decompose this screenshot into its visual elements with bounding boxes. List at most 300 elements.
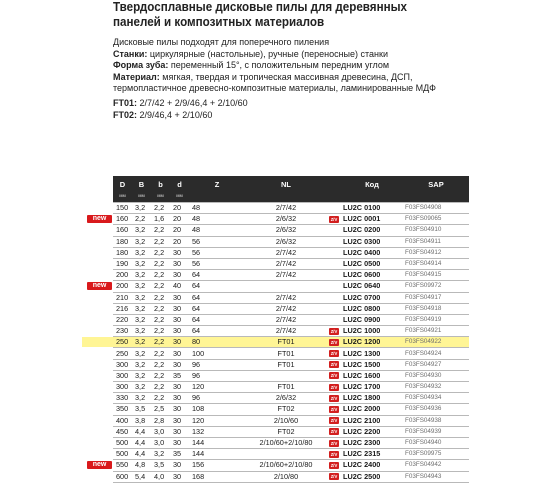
table-units-row bbox=[113, 192, 469, 203]
ft02-value: 2/9/46,4 + 2/10/60 bbox=[137, 109, 213, 120]
cell-diameter: 230 bbox=[113, 326, 132, 337]
table-row bbox=[113, 247, 469, 258]
cell-code: LU2C 2315 bbox=[341, 449, 403, 460]
cell-code: LU2C 2000 bbox=[341, 404, 403, 415]
cell-body-width: 2,2 bbox=[151, 270, 170, 281]
cell-zv-badge bbox=[327, 337, 341, 348]
cell-kerf-width: 3,2 bbox=[132, 382, 151, 393]
cell-body-width: 2,2 bbox=[151, 393, 170, 404]
table-row bbox=[113, 281, 469, 292]
table-row bbox=[113, 258, 469, 269]
cell-pinholes: 2/7/42 bbox=[245, 303, 327, 314]
cell-zv-badge bbox=[327, 214, 341, 225]
table-header-row bbox=[113, 176, 469, 192]
cell-sap: F03FS04910 bbox=[403, 225, 469, 236]
cell-teeth: 64 bbox=[189, 292, 245, 303]
cell-diameter: 250 bbox=[113, 337, 132, 348]
table-row bbox=[113, 426, 469, 437]
col-header-z: Z bbox=[189, 176, 245, 192]
cell-zv-badge bbox=[327, 437, 341, 448]
cell-pinholes: 2/7/42 bbox=[245, 314, 327, 325]
cell-sap: F03FS04914 bbox=[403, 258, 469, 269]
cell-pinholes: 2/7/42 bbox=[245, 292, 327, 303]
cell-bore: 20 bbox=[170, 225, 189, 236]
cell-diameter: 300 bbox=[113, 370, 132, 381]
zv-badge-icon: Z/V bbox=[330, 362, 338, 368]
cell-pinholes: 2/7/42 bbox=[245, 247, 327, 258]
cell-zv-badge bbox=[327, 471, 341, 482]
col-header-badge bbox=[327, 176, 341, 192]
machines-label: Станки: bbox=[113, 48, 148, 59]
cell-pinholes: 2/7/42 bbox=[245, 270, 327, 281]
table-row bbox=[113, 415, 469, 426]
description-line: Дисковые пилы подходят для поперечного пиления bbox=[113, 37, 330, 47]
zv-badge-icon: Z/V bbox=[330, 451, 338, 457]
cell-body-width: 2,8 bbox=[151, 415, 170, 426]
spec-table bbox=[113, 176, 469, 483]
cell-bore: 20 bbox=[170, 214, 189, 225]
zv-badge-icon: Z/V bbox=[330, 351, 338, 357]
cell-bore: 30 bbox=[170, 337, 189, 348]
table-row bbox=[113, 337, 469, 348]
cell-sap: F03FS04911 bbox=[403, 236, 469, 247]
cell-teeth: 64 bbox=[189, 314, 245, 325]
cell-teeth: 56 bbox=[189, 258, 245, 269]
cell-teeth: 56 bbox=[189, 236, 245, 247]
cell-bore: 30 bbox=[170, 415, 189, 426]
table-row bbox=[113, 460, 469, 471]
table-row bbox=[113, 236, 469, 247]
cell-kerf-width: 3,2 bbox=[132, 370, 151, 381]
cell-body-width: 3,5 bbox=[151, 460, 170, 471]
cell-teeth: 156 bbox=[189, 460, 245, 471]
cell-zv-badge bbox=[327, 460, 341, 471]
table-row bbox=[113, 292, 469, 303]
cell-sap: F03FS04932 bbox=[403, 382, 469, 393]
cell-sap: F03FS04927 bbox=[403, 359, 469, 370]
material-value: мягкая, твердая и тропическая массивная древесина, ДСП, термопластичное древесно-композитные материалы, ламинированные МДФ bbox=[113, 71, 436, 94]
cell-kerf-width: 4,4 bbox=[132, 437, 151, 448]
cell-body-width: 1,6 bbox=[151, 214, 170, 225]
cell-sap: F03FS04917 bbox=[403, 292, 469, 303]
table-row bbox=[113, 359, 469, 370]
cell-pinholes: FT01 bbox=[245, 348, 327, 359]
tooth-value: переменный 15°, с положительным передним углом bbox=[168, 60, 390, 71]
cell-sap: F03FS04936 bbox=[403, 404, 469, 415]
cell-bore: 30 bbox=[170, 258, 189, 269]
zv-badge-icon: Z/V bbox=[330, 429, 338, 435]
cell-diameter: 450 bbox=[113, 426, 132, 437]
cell-sap: F03FS09065 bbox=[403, 214, 469, 225]
new-badge: new bbox=[87, 282, 112, 290]
cell-bore: 30 bbox=[170, 326, 189, 337]
cell-sap: F03FS04940 bbox=[403, 437, 469, 448]
cell-pinholes: FT01 bbox=[245, 337, 327, 348]
cell-diameter: 180 bbox=[113, 236, 132, 247]
cell-zv-badge bbox=[327, 326, 341, 337]
new-badge: new bbox=[87, 215, 112, 223]
table-row bbox=[113, 449, 469, 460]
cell-kerf-width: 3,2 bbox=[132, 258, 151, 269]
cell-zv-badge bbox=[327, 314, 341, 325]
cell-kerf-width: 3,2 bbox=[132, 236, 151, 247]
cell-code: LU2C 1300 bbox=[341, 348, 403, 359]
cell-code: LU2C 2300 bbox=[341, 437, 403, 448]
cell-code: LU2C 0001 bbox=[341, 214, 403, 225]
cell-sap: F03FS04922 bbox=[403, 337, 469, 348]
cell-diameter: 180 bbox=[113, 247, 132, 258]
cell-zv-badge bbox=[327, 270, 341, 281]
cell-bore: 20 bbox=[170, 236, 189, 247]
cell-code: LU2C 1500 bbox=[341, 359, 403, 370]
cell-diameter: 190 bbox=[113, 258, 132, 269]
cell-zv-badge bbox=[327, 203, 341, 214]
cell-body-width: 2,5 bbox=[151, 404, 170, 415]
cell-teeth: 64 bbox=[189, 270, 245, 281]
cell-diameter: 210 bbox=[113, 292, 132, 303]
cell-kerf-width: 3,2 bbox=[132, 393, 151, 404]
formula-block bbox=[113, 98, 413, 121]
cell-zv-badge bbox=[327, 258, 341, 269]
cell-pinholes: 2/6/32 bbox=[245, 236, 327, 247]
cell-zv-badge bbox=[327, 236, 341, 247]
cell-code: LU2C 0700 bbox=[341, 292, 403, 303]
cell-teeth: 48 bbox=[189, 225, 245, 236]
cell-code: LU2C 2100 bbox=[341, 415, 403, 426]
cell-teeth: 100 bbox=[189, 348, 245, 359]
cell-pinholes: 2/10/60+2/10/80 bbox=[245, 437, 327, 448]
ft01-line bbox=[113, 98, 413, 110]
cell-kerf-width: 4,4 bbox=[132, 449, 151, 460]
cell-diameter: 160 bbox=[113, 225, 132, 236]
cell-body-width: 2,2 bbox=[151, 236, 170, 247]
cell-diameter: 400 bbox=[113, 415, 132, 426]
col-header-d-bore: d bbox=[170, 176, 189, 192]
cell-kerf-width: 5,4 bbox=[132, 471, 151, 482]
cell-teeth: 80 bbox=[189, 337, 245, 348]
cell-bore: 20 bbox=[170, 203, 189, 214]
cell-sap: F03FS04930 bbox=[403, 370, 469, 381]
cell-zv-badge bbox=[327, 292, 341, 303]
cell-code: LU2C 0800 bbox=[341, 303, 403, 314]
unit-code bbox=[341, 192, 403, 203]
zv-badge-icon: Z/V bbox=[330, 462, 338, 468]
zv-badge-icon: Z/V bbox=[330, 384, 338, 390]
cell-bore: 30 bbox=[170, 471, 189, 482]
table-row bbox=[113, 225, 469, 236]
cell-body-width: 3,0 bbox=[151, 437, 170, 448]
col-header-sap: SAP bbox=[403, 176, 469, 192]
cell-bore: 30 bbox=[170, 348, 189, 359]
cell-code: LU2C 2400 bbox=[341, 460, 403, 471]
cell-pinholes: FT02 bbox=[245, 404, 327, 415]
cell-diameter: 250 bbox=[113, 348, 132, 359]
cell-teeth: 120 bbox=[189, 415, 245, 426]
cell-kerf-width: 3,2 bbox=[132, 314, 151, 325]
cell-sap: F03FS04938 bbox=[403, 415, 469, 426]
col-header-b-upper: B bbox=[132, 176, 151, 192]
cell-pinholes: 2/6/32 bbox=[245, 393, 327, 404]
cell-teeth: 144 bbox=[189, 449, 245, 460]
cell-teeth: 120 bbox=[189, 382, 245, 393]
cell-zv-badge bbox=[327, 303, 341, 314]
cell-bore: 30 bbox=[170, 404, 189, 415]
cell-pinholes: 2/6/32 bbox=[245, 225, 327, 236]
cell-code: LU2C 2500 bbox=[341, 471, 403, 482]
cell-kerf-width: 3,5 bbox=[132, 404, 151, 415]
cell-bore: 30 bbox=[170, 426, 189, 437]
cell-kerf-width: 4,4 bbox=[132, 426, 151, 437]
table-row bbox=[113, 382, 469, 393]
material-label: Материал: bbox=[113, 71, 160, 82]
cell-teeth: 64 bbox=[189, 303, 245, 314]
cell-sap: F03FS04915 bbox=[403, 270, 469, 281]
table-body bbox=[113, 203, 469, 483]
cell-teeth: 56 bbox=[189, 247, 245, 258]
zv-badge-icon: Z/V bbox=[330, 418, 338, 424]
cell-kerf-width: 3,2 bbox=[132, 348, 151, 359]
cell-body-width: 2,2 bbox=[151, 303, 170, 314]
cell-diameter: 600 bbox=[113, 471, 132, 482]
cell-kerf-width: 3,2 bbox=[132, 359, 151, 370]
zv-badge-icon: Z/V bbox=[330, 328, 338, 334]
cell-bore: 30 bbox=[170, 359, 189, 370]
unit-sap bbox=[403, 192, 469, 203]
cell-kerf-width: 3,2 bbox=[132, 326, 151, 337]
cell-code: LU2C 0640 bbox=[341, 281, 403, 292]
cell-code: LU2C 0600 bbox=[341, 270, 403, 281]
cell-pinholes bbox=[245, 281, 327, 292]
cell-kerf-width: 3,2 bbox=[132, 281, 151, 292]
cell-code: LU2C 1800 bbox=[341, 393, 403, 404]
col-header-code: Код bbox=[341, 176, 403, 192]
cell-kerf-width: 3,2 bbox=[132, 270, 151, 281]
cell-code: LU2C 1200 bbox=[341, 337, 403, 348]
table-row bbox=[113, 303, 469, 314]
table-row bbox=[113, 270, 469, 281]
table-row bbox=[113, 214, 469, 225]
col-header-nl: NL bbox=[245, 176, 327, 192]
cell-body-width: 2,2 bbox=[151, 326, 170, 337]
unit-badge bbox=[327, 192, 341, 203]
cell-diameter: 216 bbox=[113, 303, 132, 314]
table-row bbox=[113, 404, 469, 415]
page-title: Твердосплавные дисковые пилы для деревянных панелей и композитных материалов bbox=[113, 0, 408, 29]
cell-body-width: 2,2 bbox=[151, 292, 170, 303]
cell-bore: 40 bbox=[170, 281, 189, 292]
cell-diameter: 160 bbox=[113, 214, 132, 225]
cell-body-width: 2,2 bbox=[151, 281, 170, 292]
cell-body-width: 2,2 bbox=[151, 225, 170, 236]
cell-diameter: 350 bbox=[113, 404, 132, 415]
zv-badge-icon: Z/V bbox=[330, 474, 338, 480]
cell-zv-badge bbox=[327, 247, 341, 258]
cell-teeth: 96 bbox=[189, 393, 245, 404]
cell-sap: F03FS04912 bbox=[403, 247, 469, 258]
cell-kerf-width: 3,2 bbox=[132, 292, 151, 303]
cell-diameter: 300 bbox=[113, 382, 132, 393]
zv-badge-icon: Z/V bbox=[330, 216, 338, 222]
cell-teeth: 48 bbox=[189, 214, 245, 225]
cell-code: LU2C 0400 bbox=[341, 247, 403, 258]
cell-bore: 30 bbox=[170, 314, 189, 325]
cell-sap: F03FS04942 bbox=[403, 460, 469, 471]
cell-code: LU2C 0500 bbox=[341, 258, 403, 269]
cell-pinholes: 2/7/42 bbox=[245, 258, 327, 269]
cell-kerf-width: 3,2 bbox=[132, 303, 151, 314]
cell-pinholes: FT01 bbox=[245, 382, 327, 393]
cell-zv-badge bbox=[327, 404, 341, 415]
cell-teeth: 168 bbox=[189, 471, 245, 482]
cell-sap: F03FS04921 bbox=[403, 326, 469, 337]
cell-sap: F03FS04943 bbox=[403, 471, 469, 482]
cell-code: LU2C 1000 bbox=[341, 326, 403, 337]
cell-zv-badge bbox=[327, 382, 341, 393]
cell-kerf-width: 3,2 bbox=[132, 337, 151, 348]
cell-body-width: 2,2 bbox=[151, 203, 170, 214]
unit-nl bbox=[245, 192, 327, 203]
cell-sap: F03FS04934 bbox=[403, 393, 469, 404]
cell-kerf-width: 3,2 bbox=[132, 247, 151, 258]
cell-kerf-width: 3,2 bbox=[132, 203, 151, 214]
table-row bbox=[113, 348, 469, 359]
zv-badge-icon: Z/V bbox=[330, 373, 338, 379]
cell-bore: 30 bbox=[170, 292, 189, 303]
tooth-line bbox=[113, 60, 453, 72]
ft02-label: FT02: bbox=[113, 109, 138, 120]
cell-zv-badge bbox=[327, 225, 341, 236]
unit-b-upper: мм bbox=[132, 192, 151, 203]
cell-pinholes: 2/7/42 bbox=[245, 203, 327, 214]
cell-zv-badge bbox=[327, 426, 341, 437]
description-block bbox=[113, 37, 453, 95]
cell-pinholes: 2/10/80 bbox=[245, 471, 327, 482]
cell-kerf-width: 2,2 bbox=[132, 214, 151, 225]
new-badge: new bbox=[87, 461, 112, 469]
zv-badge-icon: Z/V bbox=[330, 407, 338, 413]
cell-teeth: 96 bbox=[189, 370, 245, 381]
cell-zv-badge bbox=[327, 415, 341, 426]
cell-diameter: 200 bbox=[113, 270, 132, 281]
table-row bbox=[113, 203, 469, 214]
cell-zv-badge bbox=[327, 281, 341, 292]
cell-teeth: 64 bbox=[189, 326, 245, 337]
unit-z bbox=[189, 192, 245, 203]
zv-badge-icon: Z/V bbox=[330, 440, 338, 446]
cell-body-width: 3,0 bbox=[151, 426, 170, 437]
cell-bore: 30 bbox=[170, 303, 189, 314]
cell-pinholes bbox=[245, 449, 327, 460]
cell-bore: 30 bbox=[170, 437, 189, 448]
cell-pinholes: 2/10/60+2/10/80 bbox=[245, 460, 327, 471]
cell-body-width: 2,2 bbox=[151, 370, 170, 381]
cell-pinholes: 2/6/32 bbox=[245, 214, 327, 225]
cell-diameter: 330 bbox=[113, 393, 132, 404]
cell-zv-badge bbox=[327, 348, 341, 359]
cell-sap: F03FS04919 bbox=[403, 314, 469, 325]
col-header-d: D bbox=[113, 176, 132, 192]
cell-body-width: 2,2 bbox=[151, 359, 170, 370]
cell-bore: 30 bbox=[170, 270, 189, 281]
table-row bbox=[113, 326, 469, 337]
cell-code: LU2C 1700 bbox=[341, 382, 403, 393]
cell-body-width: 2,2 bbox=[151, 247, 170, 258]
cell-code: LU2C 0300 bbox=[341, 236, 403, 247]
cell-pinholes: 2/10/60 bbox=[245, 415, 327, 426]
unit-d: мм bbox=[113, 192, 132, 203]
unit-d-bore: мм bbox=[170, 192, 189, 203]
cell-diameter: 150 bbox=[113, 203, 132, 214]
cell-diameter: 500 bbox=[113, 449, 132, 460]
cell-zv-badge bbox=[327, 393, 341, 404]
cell-diameter: 300 bbox=[113, 359, 132, 370]
cell-teeth: 64 bbox=[189, 281, 245, 292]
cell-code: LU2C 2200 bbox=[341, 426, 403, 437]
tooth-label: Форма зуба: bbox=[113, 60, 169, 71]
cell-sap: F03FS04918 bbox=[403, 303, 469, 314]
table-row bbox=[113, 370, 469, 381]
cell-kerf-width: 4,8 bbox=[132, 460, 151, 471]
cell-pinholes bbox=[245, 370, 327, 381]
cell-sap: F03FS04908 bbox=[403, 203, 469, 214]
cell-pinholes: 2/7/42 bbox=[245, 326, 327, 337]
cell-bore: 30 bbox=[170, 460, 189, 471]
cell-body-width: 3,2 bbox=[151, 449, 170, 460]
cell-bore: 30 bbox=[170, 382, 189, 393]
cell-zv-badge bbox=[327, 449, 341, 460]
cell-diameter: 200 bbox=[113, 281, 132, 292]
cell-code: LU2C 1600 bbox=[341, 370, 403, 381]
cell-diameter: 500 bbox=[113, 437, 132, 448]
ft01-label: FT01: bbox=[113, 98, 138, 108]
cell-body-width: 2,2 bbox=[151, 337, 170, 348]
cell-diameter: 550 bbox=[113, 460, 132, 471]
cell-code: LU2C 0900 bbox=[341, 314, 403, 325]
unit-b-lower: мм bbox=[151, 192, 170, 203]
cell-pinholes: FT02 bbox=[245, 426, 327, 437]
cell-zv-badge bbox=[327, 370, 341, 381]
cell-teeth: 108 bbox=[189, 404, 245, 415]
cell-bore: 35 bbox=[170, 370, 189, 381]
table-row bbox=[113, 314, 469, 325]
table-row bbox=[113, 393, 469, 404]
ft02-line bbox=[113, 110, 413, 122]
cell-diameter: 220 bbox=[113, 314, 132, 325]
cell-body-width: 2,2 bbox=[151, 314, 170, 325]
zv-badge-icon: Z/V bbox=[330, 339, 338, 345]
cell-body-width: 4,0 bbox=[151, 471, 170, 482]
cell-sap: F03FS04939 bbox=[403, 426, 469, 437]
cell-teeth: 132 bbox=[189, 426, 245, 437]
table-row bbox=[113, 471, 469, 482]
machines-line bbox=[113, 49, 453, 61]
material-line bbox=[113, 72, 453, 95]
cell-sap: F03FS04924 bbox=[403, 348, 469, 359]
machines-value: циркулярные (настольные), ручные (переносные) станки bbox=[147, 48, 388, 59]
cell-body-width: 2,2 bbox=[151, 382, 170, 393]
cell-sap: F03FS09975 bbox=[403, 449, 469, 460]
cell-zv-badge bbox=[327, 359, 341, 370]
cell-kerf-width: 3,8 bbox=[132, 415, 151, 426]
table-row bbox=[113, 437, 469, 448]
cell-teeth: 96 bbox=[189, 359, 245, 370]
cell-kerf-width: 3,2 bbox=[132, 225, 151, 236]
cell-bore: 35 bbox=[170, 449, 189, 460]
zv-badge-icon: Z/V bbox=[330, 395, 338, 401]
col-header-b-lower: b bbox=[151, 176, 170, 192]
cell-teeth: 144 bbox=[189, 437, 245, 448]
cell-sap: F03FS09972 bbox=[403, 281, 469, 292]
